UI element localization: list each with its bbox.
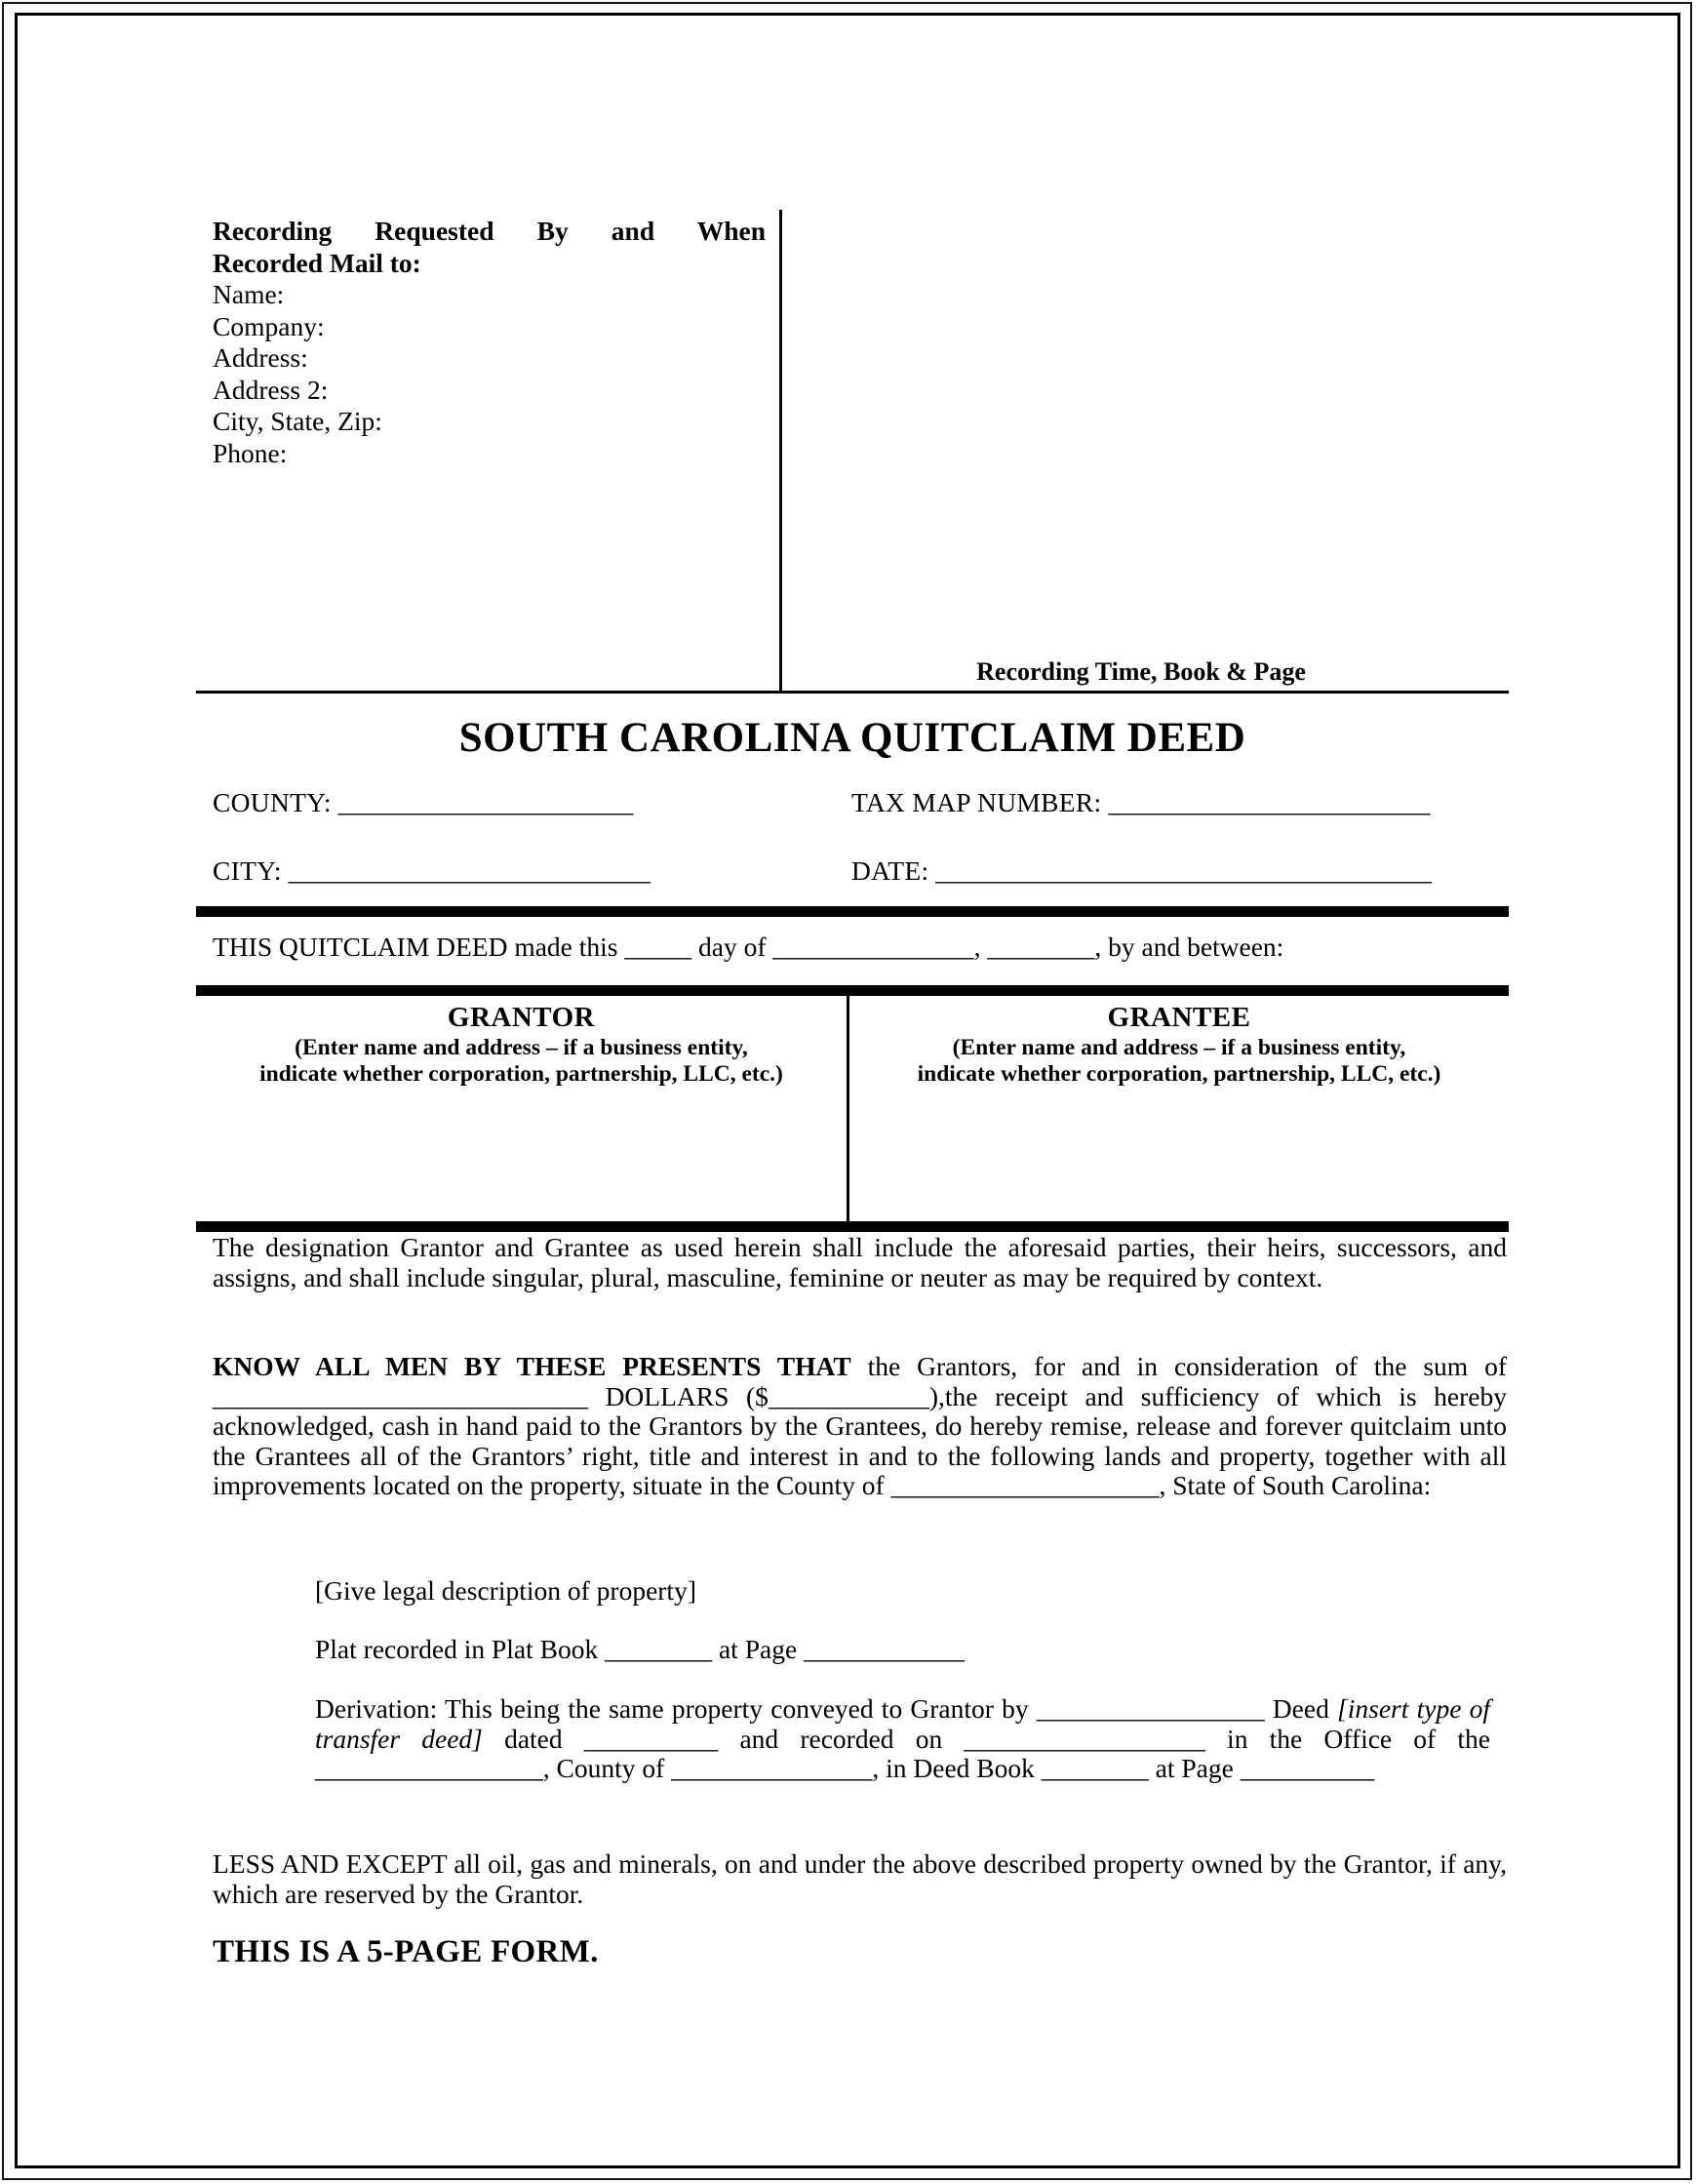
date-row <box>851 856 1507 887</box>
section-divider-bar-top <box>196 906 1509 917</box>
page-count-notice: THIS IS A 5-PAGE FORM. <box>213 1934 599 1969</box>
recording-request-header-line1: Recording Requested By and When <box>213 216 766 246</box>
city-row <box>213 856 847 887</box>
less-and-except-paragraph: LESS AND EXCEPT all oil, gas and minerals, on and under the above described property owned by the Grantor, if any, which are reserved by the Grantor. <box>213 1848 1507 1909</box>
grantee-column <box>849 996 1509 1221</box>
deed-made-this-line: THIS QUITCLAIM DEED made this _____ day of _______________, ________, by and between: <box>213 932 1284 962</box>
field-label-address2: Address 2: <box>213 374 329 405</box>
consideration-paragraph <box>213 1352 1507 1501</box>
grantor-grantee-table <box>196 996 1509 1221</box>
county-label: COUNTY: <box>213 787 332 817</box>
grantor-column <box>196 996 849 1221</box>
recording-request-block <box>213 216 766 469</box>
grantor-caption: (Enter name and address – if a business entity, indicate whether corporation, partnership, LLC, etc.) <box>259 1035 783 1087</box>
county-row <box>213 788 847 818</box>
recorder-box-vertical-divider <box>779 210 782 691</box>
legal-description-prompt: [Give legal description of property] <box>315 1575 696 1606</box>
consideration-body-text: the Grantors, for and in consideration of the sum of ____________________________ DOLLARS ($____________),the receipt and sufficiency of which is hereby acknowledged, cash in hand paid to the Grantors by the Grantees, do hereby remise, release and forever quitclaim unto the Grantees all of the Grantors’ right, title and interest in and to the following lands and property, together with all improvements located on the property, situate in the County of ____________________, State of South Carolina: <box>213 1351 1507 1500</box>
grantor-heading: GRANTOR <box>447 1002 596 1033</box>
date-blank-line: _____________________________________ <box>935 855 1433 886</box>
consideration-bold-lead: KNOW ALL MEN BY THESE PRESENTS THAT <box>213 1351 851 1381</box>
document-title: SOUTH CAROLINA QUITCLAIM DEED <box>458 715 1246 761</box>
grantee-caption: (Enter name and address – if a business entity, indicate whether corporation, partnership, LLC, etc.) <box>917 1035 1441 1087</box>
derivation-italic-note: [insert type of transfer deed] <box>315 1693 1490 1754</box>
grantee-heading: GRANTEE <box>1107 1002 1251 1033</box>
tax-map-number-blank-line: ________________________ <box>1108 787 1431 817</box>
recording-time-book-page-label: Recording Time, Book & Page <box>976 657 1306 686</box>
recorder-box-bottom-rule <box>196 691 1509 694</box>
designation-paragraph: The designation Grantor and Grantee as used herein shall include the aforesaid parties, their heirs, successors, and assigns, and shall include singular, plural, masculine, feminine or neuter as may be required by context. <box>213 1232 1507 1292</box>
recording-request-header-line2: Recorded Mail to: <box>213 247 421 278</box>
city-blank-line: ___________________________ <box>288 855 651 886</box>
derivation-paragraph <box>315 1694 1490 1784</box>
section-divider-bar-middle <box>196 985 1509 996</box>
county-blank-line: ______________________ <box>337 787 634 817</box>
plat-recorded-line: Plat recorded in Plat Book ________ at Page ____________ <box>315 1634 966 1664</box>
field-label-company: Company: <box>213 310 325 341</box>
field-label-address: Address: <box>213 342 308 373</box>
field-label-city-state-zip: City, State, Zip: <box>213 406 382 436</box>
tax-map-number-label: TAX MAP NUMBER: <box>851 787 1102 817</box>
field-label-phone: Phone: <box>213 437 288 468</box>
field-label-name: Name: <box>213 279 285 309</box>
date-label: DATE: <box>851 855 929 886</box>
derivation-text-2: dated __________ and recorded on __________________ in the Office of the _________________, County of _______________, in Deed Book ________ at Page __________ <box>315 1723 1490 1783</box>
section-divider-bar-bottom <box>196 1221 1509 1232</box>
city-label: CITY: <box>213 855 282 886</box>
tax-map-row <box>851 788 1507 818</box>
derivation-text-1: Derivation: This being the same property conveyed to Grantor by _________________ Deed <box>315 1693 1338 1724</box>
